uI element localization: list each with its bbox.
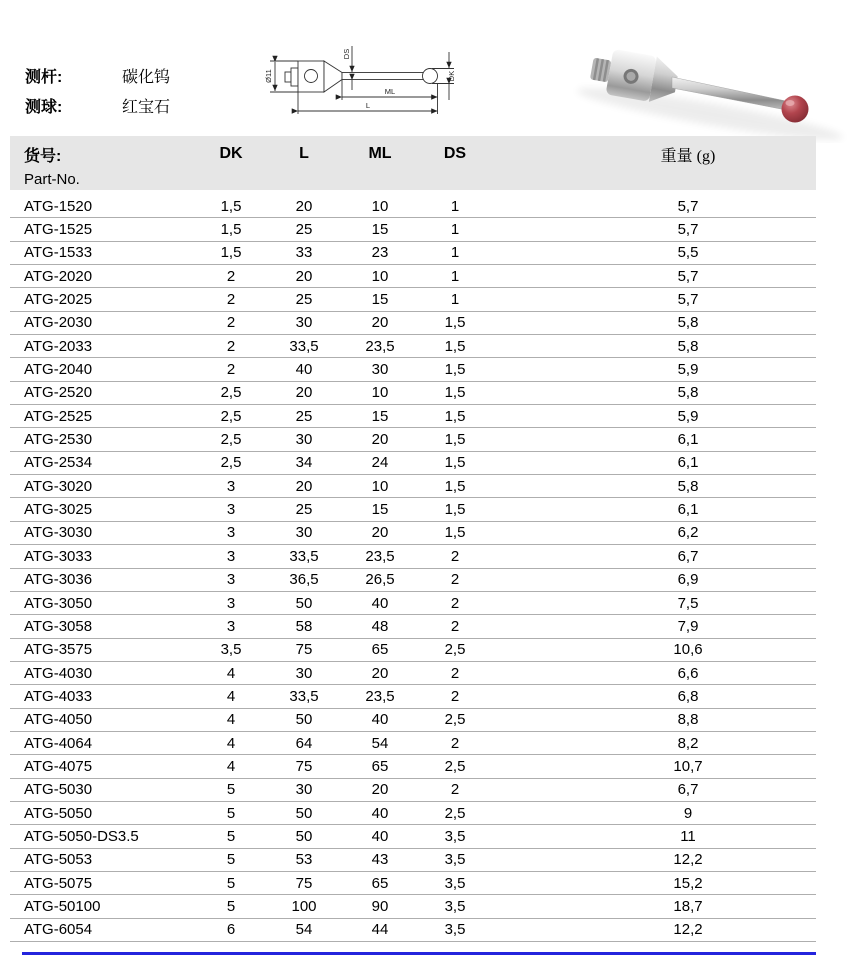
header-part-en: Part-No. [24,170,80,188]
cell-ml: 44 [371,921,389,939]
cell-ml: 54 [371,734,389,752]
cell-wt: 8,2 [677,734,699,752]
cell-l: 75 [295,641,313,659]
ruby-ball [782,96,809,123]
cell-ds: 1,5 [444,337,466,355]
cell-dk: 3 [226,547,236,565]
cell-ml: 48 [371,617,389,635]
cell-wt: 5,5 [677,244,699,262]
table-row [10,522,816,545]
cell-ml: 15 [371,501,389,519]
cell-ds: 1,5 [444,361,466,379]
cell-wt: 5,8 [677,314,699,332]
cell-l: 33,5 [289,547,319,565]
header-dk: DK [219,145,243,162]
cell-wt: 6,2 [677,524,699,542]
cell-dk: 5 [226,851,236,869]
cell-ds: 2,5 [444,711,466,729]
table-row [10,755,816,778]
cell-wt: 18,7 [673,897,703,915]
cell-ml: 20 [371,314,389,332]
cell-dk: 4 [226,734,236,752]
cell-part: ATG-1525 [24,221,93,239]
cell-l: 33,5 [289,687,319,705]
table-header [10,136,816,190]
cell-dk: 4 [226,711,236,729]
cell-l: 20 [295,267,313,285]
header-ml: ML [368,145,392,162]
cell-part: ATG-4030 [24,664,93,682]
cell-ds: 1,5 [444,407,466,425]
cell-ml: 23,5 [365,337,395,355]
cell-ml: 20 [371,524,389,542]
header-l: L [299,145,309,162]
table-row [10,545,816,568]
spec-row-ball [25,90,170,120]
cell-dk: 2 [226,267,236,285]
table-row [10,825,816,848]
cell-part: ATG-2030 [24,314,93,332]
cell-part: ATG-5030 [24,781,93,799]
cell-l: 25 [295,407,313,425]
cell-ds: 2 [450,594,460,612]
cell-ml: 65 [371,874,389,892]
table-row [10,312,816,335]
cell-part: ATG-2530 [24,431,93,449]
cell-part: ATG-2033 [24,337,93,355]
table-body [10,195,816,942]
cell-l: 54 [295,921,313,939]
cell-dk: 2,5 [220,407,242,425]
cell-dk: 2 [226,361,236,379]
table-row [10,358,816,381]
cell-dk: 2,5 [220,431,242,449]
table-row [10,662,816,685]
cell-ds: 1 [450,291,460,309]
cell-l: 20 [295,384,313,402]
product-photo [560,28,860,143]
cell-wt: 6,7 [677,547,699,565]
table-row [10,569,816,592]
header-weight: 重量 (g) [660,147,716,165]
cell-ds: 1 [450,221,460,239]
cell-ml: 15 [371,407,389,425]
cell-ds: 1,5 [444,384,466,402]
table-row [10,242,816,265]
dim-label-shank-dia: Ø11 [264,69,273,83]
table-row [10,288,816,311]
table-row [10,779,816,802]
table-row [10,685,816,708]
table-row [10,709,816,732]
cell-l: 20 [295,197,313,215]
cell-dk: 4 [226,687,236,705]
cell-l: 25 [295,291,313,309]
cell-dk: 3 [226,617,236,635]
cell-wt: 6,1 [677,454,699,472]
cell-l: 40 [295,361,313,379]
cell-ds: 1,5 [444,524,466,542]
cell-part: ATG-4075 [24,757,93,775]
cell-ml: 40 [371,711,389,729]
cell-ml: 20 [371,431,389,449]
cell-ds: 3,5 [444,921,466,939]
table-row [10,849,816,872]
table-row [10,265,816,288]
cell-wt: 6,7 [677,781,699,799]
cell-ds: 1,5 [444,477,466,495]
cell-wt: 5,9 [677,361,699,379]
cell-l: 58 [295,617,313,635]
cell-l: 64 [295,734,313,752]
cell-dk: 1,5 [220,197,242,215]
cell-part: ATG-3050 [24,594,93,612]
cell-l: 30 [295,664,313,682]
cell-wt: 6,1 [677,501,699,519]
cell-part: ATG-2520 [24,384,93,402]
cell-ml: 10 [371,477,389,495]
cell-wt: 5,7 [677,267,699,285]
cell-dk: 2 [226,314,236,332]
cell-dk: 3 [226,571,236,589]
spec-row-shaft [25,60,170,90]
table-row [10,732,816,755]
cell-dk: 3 [226,501,236,519]
cell-ds: 1 [450,267,460,285]
cell-ds: 1 [450,244,460,262]
cell-dk: 3,5 [220,641,242,659]
cell-l: 33,5 [289,337,319,355]
cell-wt: 9 [683,804,693,822]
cell-wt: 5,7 [677,197,699,215]
cell-wt: 12,2 [673,851,703,869]
cell-ml: 30 [371,361,389,379]
cell-wt: 5,7 [677,291,699,309]
cell-part: ATG-6054 [24,921,93,939]
cell-dk: 3 [226,477,236,495]
cell-wt: 15,2 [673,874,703,892]
cell-dk: 4 [226,757,236,775]
cell-ds: 2 [450,781,460,799]
cell-ds: 2 [450,617,460,635]
cell-ml: 26,5 [365,571,395,589]
cell-ds: 3,5 [444,827,466,845]
cell-wt: 7,5 [677,594,699,612]
cell-l: 25 [295,221,313,239]
cell-ds: 1,5 [444,314,466,332]
cell-ml: 10 [371,197,389,215]
cell-wt: 5,8 [677,337,699,355]
cell-l: 30 [295,431,313,449]
cell-dk: 6 [226,921,236,939]
cell-ml: 10 [371,267,389,285]
cell-wt: 12,2 [673,921,703,939]
table-row [10,639,816,662]
cell-ds: 2 [450,687,460,705]
cell-l: 30 [295,524,313,542]
cell-dk: 5 [226,781,236,799]
dim-label-ds: DS [342,48,351,60]
cell-part: ATG-3036 [24,571,93,589]
cell-ml: 43 [371,851,389,869]
table-row [10,405,816,428]
cell-wt: 8,8 [677,711,699,729]
cell-part: ATG-1520 [24,197,93,215]
cell-part: ATG-5053 [24,851,93,869]
cell-ds: 2 [450,571,460,589]
cell-dk: 5 [226,897,236,915]
cell-wt: 7,9 [677,617,699,635]
table-row [10,872,816,895]
cell-part: ATG-3025 [24,501,93,519]
table-row [10,218,816,241]
dim-label-dk: DK [447,70,456,82]
cell-part: ATG-5050-DS3.5 [24,827,139,845]
cell-part: ATG-3058 [24,617,93,635]
cell-part: ATG-2534 [24,454,93,472]
cell-ml: 40 [371,827,389,845]
cell-part: ATG-1533 [24,244,93,262]
cell-ml: 23,5 [365,687,395,705]
shaft-label: 测杆: [25,68,63,86]
cell-ml: 90 [371,897,389,915]
cell-dk: 3 [226,524,236,542]
cell-part: ATG-5050 [24,804,93,822]
dim-label-ml: ML [384,87,396,96]
cell-l: 50 [295,827,313,845]
cell-wt: 6,1 [677,431,699,449]
cell-l: 75 [295,757,313,775]
header-ds: DS [443,145,467,162]
cell-ds: 2,5 [444,757,466,775]
cell-part: ATG-2040 [24,361,93,379]
cell-ds: 2,5 [444,804,466,822]
cell-ml: 15 [371,221,389,239]
cell-part: ATG-4050 [24,711,93,729]
cell-part: ATG-2020 [24,267,93,285]
cell-l: 20 [295,477,313,495]
table-row [10,919,816,942]
cell-part: ATG-2025 [24,291,93,309]
cell-wt: 10,7 [673,757,703,775]
table-row [10,428,816,451]
cell-wt: 6,6 [677,664,699,682]
cell-l: 34 [295,454,313,472]
cell-l: 75 [295,874,313,892]
bottom-blue-rule [22,952,816,955]
cell-dk: 1,5 [220,221,242,239]
table-row [10,452,816,475]
cell-dk: 2 [226,337,236,355]
cell-ml: 65 [371,641,389,659]
cell-ds: 2,5 [444,641,466,659]
cell-dk: 1,5 [220,244,242,262]
material-specs [25,60,170,120]
cell-l: 30 [295,314,313,332]
cell-ml: 24 [371,454,389,472]
table-row [10,475,816,498]
cell-dk: 5 [226,804,236,822]
cell-ml: 20 [371,781,389,799]
cell-l: 50 [295,711,313,729]
table-row [10,592,816,615]
cell-wt: 5,7 [677,221,699,239]
cell-dk: 3 [226,594,236,612]
cell-dk: 5 [226,827,236,845]
cell-ds: 1,5 [444,454,466,472]
cell-dk: 2 [226,291,236,309]
cell-part: ATG-50100 [24,897,101,915]
cell-ds: 1,5 [444,431,466,449]
cell-ds: 3,5 [444,897,466,915]
table-row [10,382,816,405]
ball-label: 测球: [25,98,63,116]
cell-ml: 15 [371,291,389,309]
cell-ml: 65 [371,757,389,775]
cell-ds: 1,5 [444,501,466,519]
table-row [10,802,816,825]
cell-dk: 2,5 [220,454,242,472]
cell-wt: 5,9 [677,407,699,425]
cell-part: ATG-5075 [24,874,93,892]
cell-l: 50 [295,804,313,822]
cell-wt: 10,6 [673,641,703,659]
cell-l: 25 [295,501,313,519]
cell-ds: 2 [450,547,460,565]
cell-wt: 5,8 [677,477,699,495]
cell-l: 33 [295,244,313,262]
cell-wt: 5,8 [677,384,699,402]
cell-wt: 6,9 [677,571,699,589]
cell-part: ATG-4064 [24,734,93,752]
spec-table [10,136,816,942]
cell-part: ATG-3020 [24,477,93,495]
cell-l: 53 [295,851,313,869]
cell-ds: 3,5 [444,874,466,892]
cell-ml: 10 [371,384,389,402]
table-row [10,335,816,358]
cell-l: 30 [295,781,313,799]
cell-ds: 2 [450,664,460,682]
cell-dk: 5 [226,874,236,892]
table-row [10,195,816,218]
cell-dk: 2,5 [220,384,242,402]
cell-l: 36,5 [289,571,319,589]
cell-dk: 4 [226,664,236,682]
table-row [10,895,816,918]
cell-part: ATG-3033 [24,547,93,565]
dim-label-l: L [365,101,371,110]
cell-ml: 40 [371,594,389,612]
cell-l: 50 [295,594,313,612]
cell-ds: 3,5 [444,851,466,869]
dimension-diagram [252,32,467,130]
cell-ds: 1 [450,197,460,215]
cell-part: ATG-2525 [24,407,93,425]
cell-wt: 11 [680,827,696,845]
table-row [10,615,816,638]
cell-part: ATG-4033 [24,687,93,705]
table-row [10,498,816,521]
cell-ml: 23 [371,244,389,262]
cell-wt: 6,8 [677,687,699,705]
cell-ml: 20 [371,664,389,682]
ball-value: 红宝石 [122,98,171,116]
cell-ml: 23,5 [365,547,395,565]
cell-ml: 40 [371,804,389,822]
shaft-value: 碳化钨 [122,68,171,86]
header-part-zh: 货号: [24,147,62,165]
cell-part: ATG-3575 [24,641,93,659]
cell-ds: 2 [450,734,460,752]
cell-l: 100 [291,897,317,915]
cell-part: ATG-3030 [24,524,93,542]
